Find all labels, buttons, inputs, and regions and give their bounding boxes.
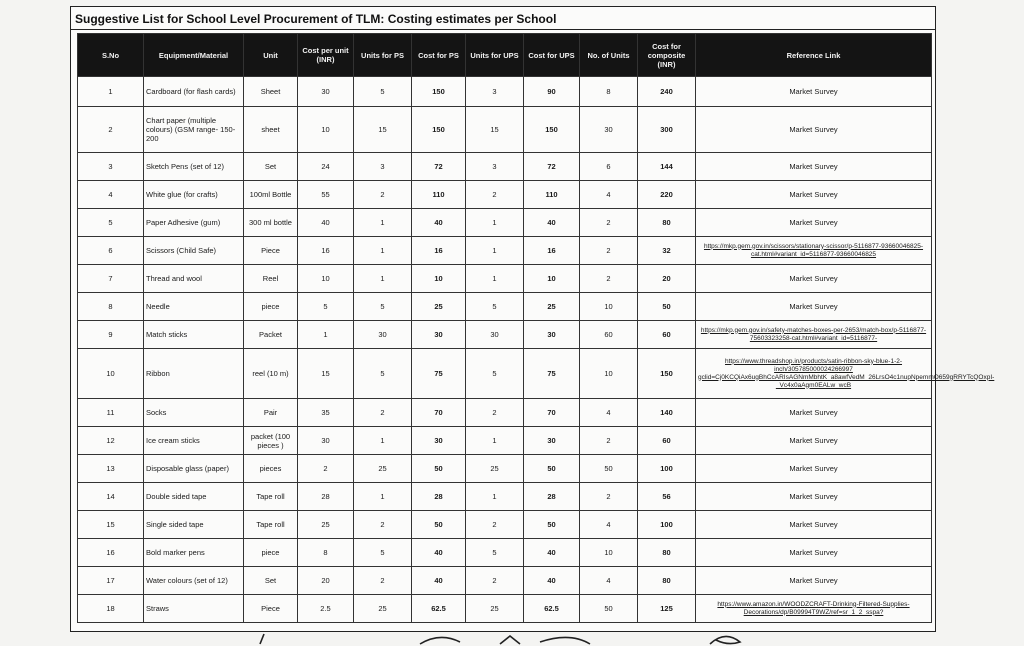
cell-reference: Market Survey — [696, 293, 932, 321]
cell-cost-per-unit: 15 — [298, 349, 354, 399]
cell-cost-ups: 10 — [524, 265, 580, 293]
cell-no-of-units: 2 — [580, 237, 638, 265]
cell-sno: 16 — [78, 539, 144, 567]
handwritten-signature — [240, 630, 780, 646]
cell-no-of-units: 60 — [580, 321, 638, 349]
cell-item: Bold marker pens — [144, 539, 244, 567]
cell-unit: Pair — [244, 399, 298, 427]
cell-units-ups: 2 — [466, 511, 524, 539]
cell-unit: Tape roll — [244, 511, 298, 539]
cell-units-ups: 2 — [466, 399, 524, 427]
cell-units-ps: 1 — [354, 483, 412, 511]
cell-reference: Market Survey — [696, 539, 932, 567]
table-row — [78, 539, 932, 567]
cell-cost-composite: 56 — [638, 483, 696, 511]
cell-cost-ups: 28 — [524, 483, 580, 511]
cell-cost-ups: 110 — [524, 181, 580, 209]
cell-cost-composite: 140 — [638, 399, 696, 427]
cell-item: Chart paper (multiple colours) (GSM range- 150-200 — [144, 107, 244, 153]
cell-cost-composite: 80 — [638, 539, 696, 567]
cell-unit: Set — [244, 567, 298, 595]
cell-reference: Market Survey — [696, 209, 932, 237]
cell-sno: 4 — [78, 181, 144, 209]
cell-cost-composite: 80 — [638, 567, 696, 595]
cell-units-ps: 3 — [354, 153, 412, 181]
cell-sno: 9 — [78, 321, 144, 349]
cell-item: Needle — [144, 293, 244, 321]
table-row — [78, 511, 932, 539]
cell-units-ups: 30 — [466, 321, 524, 349]
cell-cost-ups: 40 — [524, 539, 580, 567]
cell-unit: Reel — [244, 265, 298, 293]
cell-no-of-units: 4 — [580, 181, 638, 209]
cell-units-ps: 1 — [354, 427, 412, 455]
cell-no-of-units: 10 — [580, 293, 638, 321]
cell-cost-ups: 90 — [524, 77, 580, 107]
cell-units-ups: 1 — [466, 265, 524, 293]
cell-cost-composite: 240 — [638, 77, 696, 107]
cell-cost-ups: 150 — [524, 107, 580, 153]
table-row — [78, 181, 932, 209]
cell-cost-composite: 150 — [638, 349, 696, 399]
cell-cost-composite: 220 — [638, 181, 696, 209]
cell-item: Disposable glass (paper) — [144, 455, 244, 483]
header-sno: S.No — [78, 34, 144, 77]
cell-unit: pieces — [244, 455, 298, 483]
header-equipment: Equipment/Material — [144, 34, 244, 77]
cell-no-of-units: 4 — [580, 399, 638, 427]
cell-units-ps: 30 — [354, 321, 412, 349]
cell-sno: 7 — [78, 265, 144, 293]
cell-sno: 13 — [78, 455, 144, 483]
cell-cost-per-unit: 2.5 — [298, 595, 354, 623]
cell-item: Thread and wool — [144, 265, 244, 293]
cell-cost-ps: 62.5 — [412, 595, 466, 623]
cell-sno: 11 — [78, 399, 144, 427]
cell-cost-ups: 50 — [524, 455, 580, 483]
cell-unit: Piece — [244, 595, 298, 623]
cell-units-ups: 1 — [466, 237, 524, 265]
cell-cost-per-unit: 20 — [298, 567, 354, 595]
cell-reference: Market Survey — [696, 427, 932, 455]
cell-sno: 10 — [78, 349, 144, 399]
cell-cost-composite: 50 — [638, 293, 696, 321]
cell-cost-composite: 100 — [638, 455, 696, 483]
cell-sno: 5 — [78, 209, 144, 237]
cell-cost-ups: 75 — [524, 349, 580, 399]
cell-reference: Market Survey — [696, 455, 932, 483]
cell-cost-ps: 150 — [412, 77, 466, 107]
header-units-ps: Units for PS — [354, 34, 412, 77]
cell-cost-ups: 70 — [524, 399, 580, 427]
cell-reference: Market Survey — [696, 483, 932, 511]
cell-cost-ps: 75 — [412, 349, 466, 399]
cell-no-of-units: 2 — [580, 265, 638, 293]
cell-item: Scissors (Child Safe) — [144, 237, 244, 265]
cell-no-of-units: 6 — [580, 153, 638, 181]
cell-units-ups: 5 — [466, 349, 524, 399]
cell-reference: Market Survey — [696, 567, 932, 595]
cell-units-ups: 1 — [466, 209, 524, 237]
header-reference-link: Reference Link — [696, 34, 932, 77]
document-page — [70, 6, 995, 632]
cell-no-of-units: 50 — [580, 595, 638, 623]
cell-cost-ups: 62.5 — [524, 595, 580, 623]
cell-units-ups: 5 — [466, 539, 524, 567]
cell-cost-composite: 100 — [638, 511, 696, 539]
table-row — [78, 399, 932, 427]
table-row — [78, 77, 932, 107]
title-divider — [71, 29, 935, 30]
cell-cost-per-unit: 30 — [298, 77, 354, 107]
cell-no-of-units: 4 — [580, 567, 638, 595]
header-cost-composite: Cost for composite (INR) — [638, 34, 696, 77]
cell-sno: 17 — [78, 567, 144, 595]
cell-units-ups: 1 — [466, 483, 524, 511]
cell-item: White glue (for crafts) — [144, 181, 244, 209]
cell-cost-ups: 72 — [524, 153, 580, 181]
cell-unit: piece — [244, 539, 298, 567]
cell-units-ups: 15 — [466, 107, 524, 153]
cell-item: Water colours (set of 12) — [144, 567, 244, 595]
cell-cost-per-unit: 10 — [298, 265, 354, 293]
cell-sno: 1 — [78, 77, 144, 107]
cell-item: Cardboard (for flash cards) — [144, 77, 244, 107]
cell-cost-ups: 40 — [524, 209, 580, 237]
cell-unit: 300 ml bottle — [244, 209, 298, 237]
cell-cost-per-unit: 5 — [298, 293, 354, 321]
cell-sno: 3 — [78, 153, 144, 181]
cell-cost-ps: 10 — [412, 265, 466, 293]
cell-item: Socks — [144, 399, 244, 427]
cell-cost-per-unit: 28 — [298, 483, 354, 511]
cell-unit: Piece — [244, 237, 298, 265]
header-no-of-units: No. of Units — [580, 34, 638, 77]
cell-units-ups: 25 — [466, 455, 524, 483]
cell-item: Ice cream sticks — [144, 427, 244, 455]
table-row — [78, 567, 932, 595]
cell-reference: Market Survey — [696, 511, 932, 539]
table-row — [78, 237, 932, 265]
page-title: Suggestive List for School Level Procurement of TLM: Costing estimates per School — [75, 12, 557, 26]
cell-units-ups: 3 — [466, 153, 524, 181]
table-row — [78, 153, 932, 181]
header-cost-ups: Cost for UPS — [524, 34, 580, 77]
cell-no-of-units: 10 — [580, 349, 638, 399]
cell-reference: Market Survey — [696, 265, 932, 293]
cell-cost-composite: 144 — [638, 153, 696, 181]
cell-item: Double sided tape — [144, 483, 244, 511]
cell-item: Single sided tape — [144, 511, 244, 539]
table-row — [78, 455, 932, 483]
table-row — [78, 595, 932, 623]
cell-unit: packet (100 pieces ) — [244, 427, 298, 455]
cell-unit: Packet — [244, 321, 298, 349]
cell-no-of-units: 2 — [580, 427, 638, 455]
cell-units-ps: 1 — [354, 209, 412, 237]
cell-cost-ps: 150 — [412, 107, 466, 153]
cell-cost-ps: 30 — [412, 321, 466, 349]
cell-units-ups: 3 — [466, 77, 524, 107]
table-row — [78, 483, 932, 511]
cell-no-of-units: 2 — [580, 483, 638, 511]
cell-cost-ps: 70 — [412, 399, 466, 427]
cell-cost-ups: 40 — [524, 567, 580, 595]
cell-units-ps: 15 — [354, 107, 412, 153]
cell-units-ps: 5 — [354, 77, 412, 107]
cell-unit: sheet — [244, 107, 298, 153]
header-cost-per-unit: Cost per unit (INR) — [298, 34, 354, 77]
reference-link[interactable]: https://www.amazon.in/WOODZCRAFT-Drinking-Filtered-Supplies-Decorations/dp/B09994T9WZ/ref=sr_1_2_sspa? — [696, 595, 932, 623]
cell-no-of-units: 50 — [580, 455, 638, 483]
cell-cost-ups: 30 — [524, 427, 580, 455]
cell-cost-per-unit: 55 — [298, 181, 354, 209]
cell-units-ps: 2 — [354, 511, 412, 539]
cell-units-ups: 5 — [466, 293, 524, 321]
cell-cost-composite: 20 — [638, 265, 696, 293]
cell-cost-per-unit: 2 — [298, 455, 354, 483]
cell-cost-ps: 50 — [412, 455, 466, 483]
reference-link[interactable]: https://mkp.gem.gov.in/safety-matches-boxes-per-2653/match-box/p-5116877-75603323258-cat.html#variant_id=5116877- — [696, 321, 932, 349]
cell-units-ps: 1 — [354, 237, 412, 265]
cell-cost-ps: 50 — [412, 511, 466, 539]
cell-sno: 12 — [78, 427, 144, 455]
procurement-table — [77, 33, 995, 623]
cell-cost-per-unit: 40 — [298, 209, 354, 237]
cell-cost-composite: 300 — [638, 107, 696, 153]
cell-units-ps: 2 — [354, 181, 412, 209]
cell-sno: 18 — [78, 595, 144, 623]
cell-cost-per-unit: 8 — [298, 539, 354, 567]
cell-cost-per-unit: 35 — [298, 399, 354, 427]
reference-link[interactable]: https://mkp.gem.gov.in/scissors/stationary-scissor/p-5116877-93660046825-cat.html#variant_id=5116877-93660046825 — [696, 237, 932, 265]
cell-cost-ups: 50 — [524, 511, 580, 539]
cell-cost-per-unit: 16 — [298, 237, 354, 265]
cell-cost-composite: 80 — [638, 209, 696, 237]
header-unit: Unit — [244, 34, 298, 77]
cell-cost-per-unit: 10 — [298, 107, 354, 153]
cell-item: Sketch Pens (set of 12) — [144, 153, 244, 181]
cell-reference: Market Survey — [696, 77, 932, 107]
header-cost-ps: Cost for PS — [412, 34, 466, 77]
cell-unit: reel (10 m) — [244, 349, 298, 399]
table-row — [78, 321, 932, 349]
cell-cost-ps: 28 — [412, 483, 466, 511]
cell-cost-per-unit: 30 — [298, 427, 354, 455]
cell-sno: 6 — [78, 237, 144, 265]
cell-cost-per-unit: 24 — [298, 153, 354, 181]
cell-units-ps: 1 — [354, 265, 412, 293]
cell-cost-ups: 16 — [524, 237, 580, 265]
table-row — [78, 209, 932, 237]
cell-units-ps: 5 — [354, 349, 412, 399]
cell-units-ps: 25 — [354, 455, 412, 483]
table-header-row — [78, 34, 932, 77]
cell-cost-ups: 25 — [524, 293, 580, 321]
cell-units-ps: 5 — [354, 539, 412, 567]
cell-units-ups: 25 — [466, 595, 524, 623]
cell-cost-ps: 40 — [412, 567, 466, 595]
cell-cost-ps: 40 — [412, 539, 466, 567]
table-row — [78, 427, 932, 455]
table-row — [78, 293, 932, 321]
cell-item: Match sticks — [144, 321, 244, 349]
cell-cost-ps: 30 — [412, 427, 466, 455]
cell-no-of-units: 4 — [580, 511, 638, 539]
cell-units-ups: 1 — [466, 427, 524, 455]
table-row — [78, 265, 932, 293]
cell-units-ps: 2 — [354, 567, 412, 595]
cell-cost-ps: 72 — [412, 153, 466, 181]
cell-cost-composite: 32 — [638, 237, 696, 265]
cell-reference: Market Survey — [696, 181, 932, 209]
cell-cost-ps: 110 — [412, 181, 466, 209]
cell-unit: 100ml Bottle — [244, 181, 298, 209]
cell-no-of-units: 8 — [580, 77, 638, 107]
cell-units-ps: 5 — [354, 293, 412, 321]
cell-unit: piece — [244, 293, 298, 321]
cell-reference: Market Survey — [696, 153, 932, 181]
cell-units-ps: 2 — [354, 399, 412, 427]
cell-unit: Sheet — [244, 77, 298, 107]
cell-cost-composite: 125 — [638, 595, 696, 623]
cell-units-ups: 2 — [466, 181, 524, 209]
cell-sno: 2 — [78, 107, 144, 153]
cell-item: Straws — [144, 595, 244, 623]
cell-units-ups: 2 — [466, 567, 524, 595]
cell-item: Paper Adhesive (gum) — [144, 209, 244, 237]
cell-sno: 8 — [78, 293, 144, 321]
cell-cost-ps: 25 — [412, 293, 466, 321]
table-row — [78, 107, 932, 153]
cell-cost-per-unit: 25 — [298, 511, 354, 539]
cell-sno: 15 — [78, 511, 144, 539]
cell-reference: Market Survey — [696, 399, 932, 427]
cell-units-ps: 25 — [354, 595, 412, 623]
table-row — [78, 349, 932, 399]
cell-no-of-units: 10 — [580, 539, 638, 567]
cell-reference: Market Survey — [696, 107, 932, 153]
cell-cost-composite: 60 — [638, 321, 696, 349]
cell-cost-ps: 16 — [412, 237, 466, 265]
cell-cost-ups: 30 — [524, 321, 580, 349]
cell-sno: 14 — [78, 483, 144, 511]
cell-item: Ribbon — [144, 349, 244, 399]
cell-cost-per-unit: 1 — [298, 321, 354, 349]
cell-no-of-units: 30 — [580, 107, 638, 153]
cell-unit: Set — [244, 153, 298, 181]
cell-unit: Tape roll — [244, 483, 298, 511]
cell-no-of-units: 2 — [580, 209, 638, 237]
reference-link[interactable]: https://www.threadshop.in/products/satin-ribbon-sky-blue-1-2-inch/305785000024266997 gclid=Cj0KCQiAx6ugBhCcARIsAGNmMbhtK_a8awfVedM_26LrsO4c1nupNpemmO659gRRYTcQOxpI-_Vc4x0aAgm0EALw_wcB — [696, 349, 932, 399]
header-units-ups: Units for UPS — [466, 34, 524, 77]
cell-cost-ps: 40 — [412, 209, 466, 237]
cell-cost-composite: 60 — [638, 427, 696, 455]
